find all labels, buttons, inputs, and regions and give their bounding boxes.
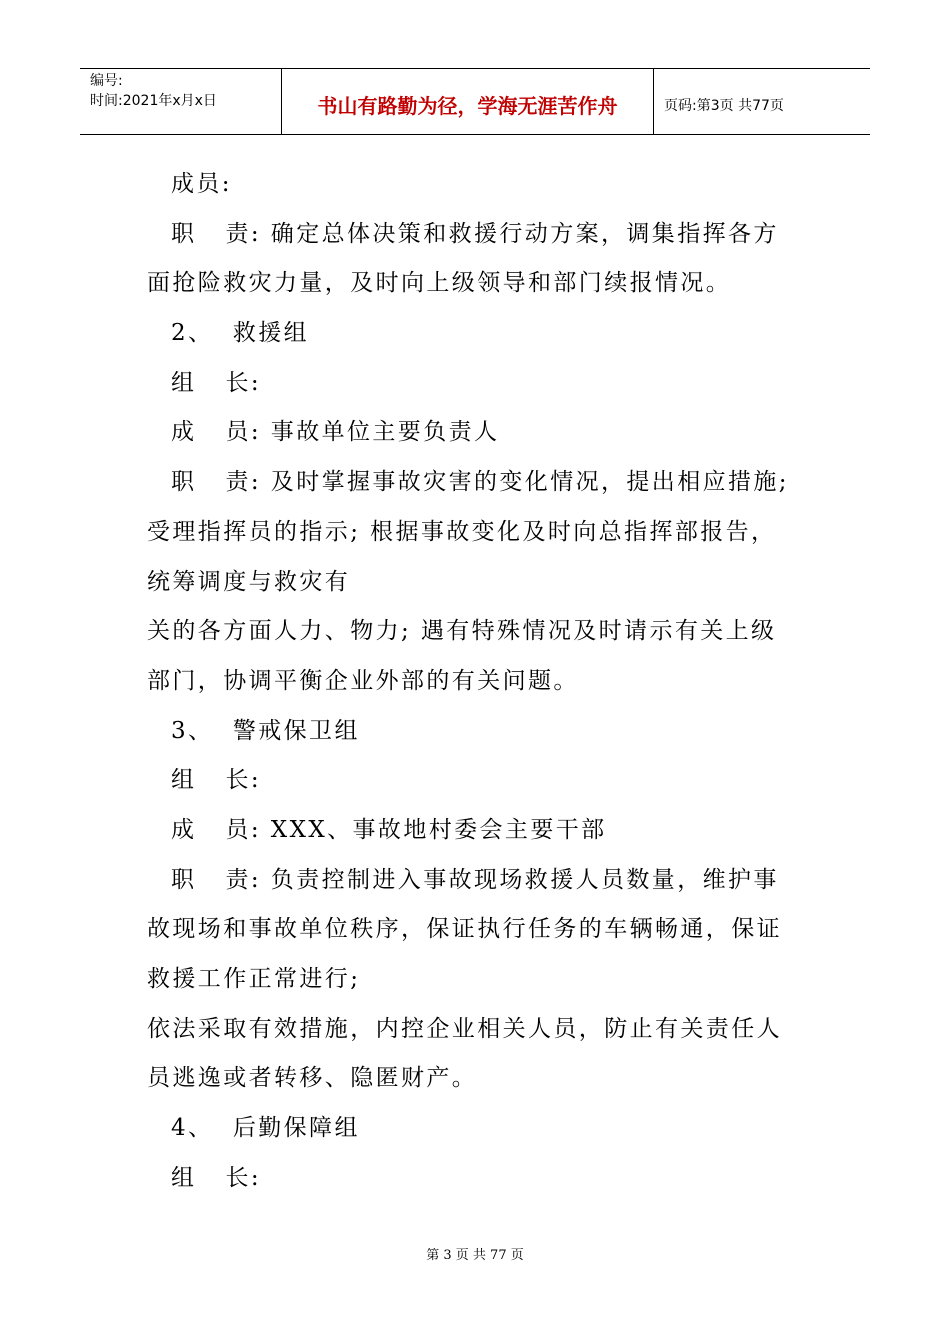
body-line: 职 责: 负责控制进入事故现场救援人员数量，维护事	[171, 866, 779, 893]
body-line: 成 员: XXX、事故地村委会主要干部	[171, 816, 607, 843]
body-line: 组 长:	[171, 1164, 262, 1191]
doc-number-label: 编号:	[90, 73, 123, 89]
body-line: 依法采取有效措施，内控企业相关人员，防止有关责任人	[147, 1015, 782, 1042]
body-line: 部门，协调平衡企业外部的有关问题。	[147, 667, 579, 694]
body-line: 员逃逸或者转移、隐匿财产。	[147, 1065, 478, 1092]
body-line: 成 员: 事故单位主要负责人	[171, 419, 500, 446]
body-line: 关的各方面人力、物力; 遇有特殊情况及时请示有关上级	[147, 618, 777, 645]
body-line: 面抢险救灾力量，及时向上级领导和部门续报情况。	[147, 270, 732, 297]
body-line: 职 责: 及时掌握事故灾害的变化情况，提出相应措施;	[171, 469, 789, 496]
body-line: 2、 救援组	[171, 320, 310, 347]
document-body	[147, 160, 827, 1203]
body-line: 救援工作正常进行;	[147, 966, 361, 992]
header-page-info: 页码:第3页 共77页	[664, 97, 784, 114]
page-header	[80, 68, 870, 135]
header-motto: 书山有路勤为径，学海无涯苦作舟	[282, 69, 654, 134]
body-line: 4、 后勤保障组	[171, 1115, 360, 1142]
doc-date: 时间:2021年x月x日	[90, 93, 217, 109]
body-line: 故现场和事故单位秩序，保证执行任务的车辆畅通，保证	[147, 916, 782, 943]
body-line: 统筹调度与救灾有	[147, 568, 351, 595]
body-line: 3、 警戒保卫组	[171, 717, 360, 744]
page-footer: 第 3 页 共 77 页	[426, 1248, 524, 1263]
header-meta	[80, 69, 282, 134]
body-line: 成员:	[171, 171, 232, 197]
body-line: 受理指挥员的指示; 根据事故变化及时向总指挥部报告，	[147, 518, 777, 545]
body-line: 组 长:	[171, 369, 262, 396]
body-line: 职 责: 确定总体决策和救援行动方案，调集指挥各方	[171, 220, 779, 247]
body-line: 组 长:	[171, 767, 262, 794]
